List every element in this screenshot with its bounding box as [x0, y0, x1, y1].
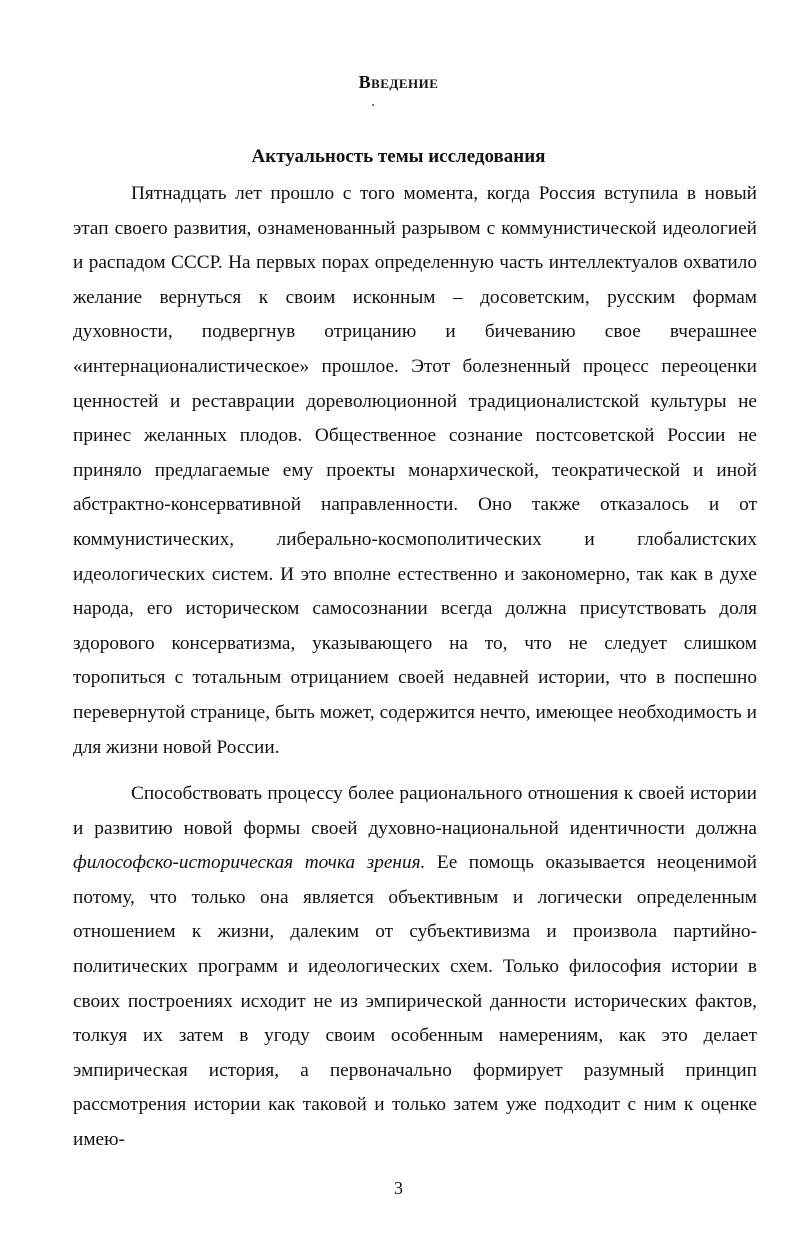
- scan-speck: [372, 104, 374, 106]
- page-number: 3: [394, 1178, 403, 1198]
- paragraph-2-text-start: Способствовать процессу более рационального отношения к своей истории и развитию новой формы своей духовно-национальной идентичности должна: [73, 783, 757, 839]
- section-title: Актуальность темы исследования: [251, 146, 546, 167]
- paragraph-2-text-end: Ее помощь оказывается неоценимой потому, что только она является объективным и логически определенным отношением к жизни, далеким от субъективизма и произвола партийно-политических программ и идеологических схем. Только философия истории в своих построениях исходит не из эмпирической данности исторических фактов, толкуя их затем в угоду своим особенным намерениям, как это делает эмпирическая история, а первоначально формирует разумный принцип рассмотрения истории как таковой и только затем уже подходит с ним к оценке имею-: [73, 852, 758, 1151]
- paragraph-2-emphasis: философско-историческая точка зрения.: [73, 852, 426, 874]
- body-text: [73, 177, 757, 1158]
- chapter-title: Введение: [358, 72, 439, 92]
- paragraph-1: Пятнадцать лет прошло с того момента, когда Россия вступила в новый этап своего развития, ознаменованный разрывом с коммунистической идеологией и распадом СССР. На первых порах определенную часть интеллектуалов охватило желание вернуться к своим исконным – досоветским, русским формам духовности, подвергнув отрицанию и бичеванию свое вчерашнее «интернационалистическое» прошлое. Этот болезненный процесс переоценки ценностей и реставрации дореволюционной традиционалистской культуры не принес желанных плодов. Общественное сознание постсоветской России не приняло предлагаемые ему проекты монархической, теократической и иной абстрактно-консервативной направленности. Оно также отказалось и от коммунистических, либерально-космополитических и глобалистских идеологических систем. И это вполне естественно и закономерно, так как в духе народа, его историческом самосознании всегда должна присутствовать доля здорового консерватизма, указывающего на то, что не следует слишком торопиться с тотальным отрицанием своей недавней истории, что в поспешно перевернутой странице, быть может, содержится нечто, имеющее необходимость и для жизни новой России.: [73, 183, 757, 758]
- paragraph-2: [73, 777, 757, 1158]
